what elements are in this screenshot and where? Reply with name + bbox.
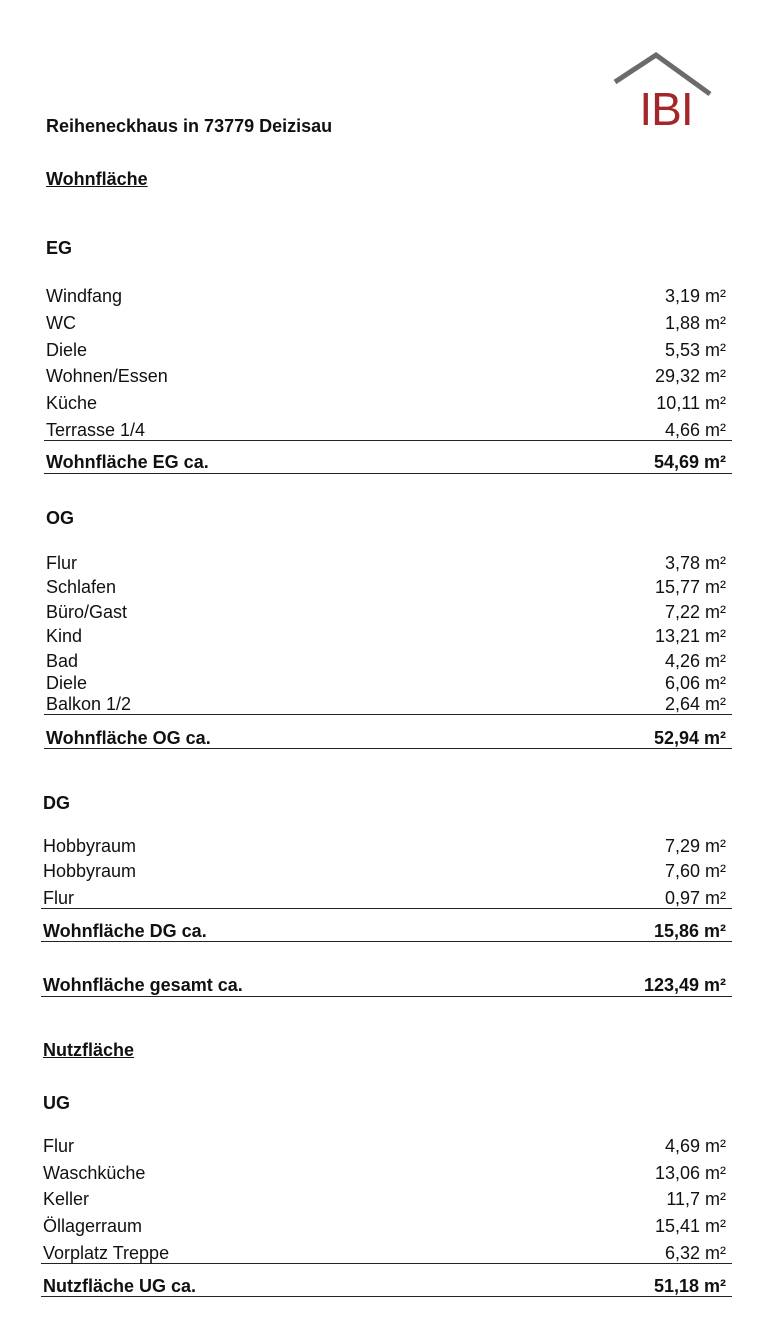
table-row <box>43 1134 726 1158</box>
subtotal-value: 52,94 m² <box>653 728 726 748</box>
floor-label-og: OG <box>46 508 75 528</box>
subtotal-name: Wohnfläche DG ca. <box>43 921 207 941</box>
divider <box>41 1296 732 1297</box>
row-name: Büro/Gast <box>46 602 128 622</box>
row-name: Flur <box>43 888 74 908</box>
row-name: Hobbyraum <box>43 836 137 856</box>
table-row <box>46 692 726 716</box>
divider <box>41 941 732 942</box>
row-value: 13,21 m² <box>654 626 726 646</box>
row-name: Terrasse 1/4 <box>46 420 146 440</box>
divider <box>44 748 732 749</box>
table-row <box>46 364 726 388</box>
row-value: 3,19 m² <box>664 286 726 306</box>
subtotal-row-ug <box>43 1274 726 1298</box>
row-value: 6,06 m² <box>664 673 726 693</box>
table-row <box>43 1241 726 1265</box>
row-name: Waschküche <box>43 1163 146 1183</box>
grand-total-row <box>43 973 726 997</box>
divider <box>44 714 732 715</box>
row-value: 7,60 m² <box>664 861 726 881</box>
table-row <box>43 886 726 910</box>
subtotal-row-dg <box>43 919 726 943</box>
row-value: 15,41 m² <box>654 1216 726 1236</box>
table-row <box>46 624 726 648</box>
wohnflaeche-heading: Wohnfläche <box>46 169 148 189</box>
table-row <box>46 284 726 308</box>
table-row <box>46 338 726 362</box>
divider <box>44 440 732 441</box>
subtotal-row-og <box>46 726 726 750</box>
subtotal-name: Wohnfläche OG ca. <box>46 728 211 748</box>
row-name: Öllagerraum <box>43 1216 143 1236</box>
table-row <box>43 1187 726 1211</box>
logo-text: IBI <box>639 83 693 135</box>
row-name: Keller <box>43 1189 90 1209</box>
subtotal-value: 54,69 m² <box>653 452 726 472</box>
table-row <box>46 391 726 415</box>
row-name: Schlafen <box>46 577 117 597</box>
row-value: 29,32 m² <box>654 366 726 386</box>
row-value: 0,97 m² <box>664 888 726 908</box>
table-row <box>46 418 726 442</box>
floor-label-eg: EG <box>46 238 73 258</box>
row-name: Flur <box>43 1136 74 1156</box>
row-name: Wohnen/Essen <box>46 366 168 386</box>
floor-label-ug: UG <box>43 1093 70 1113</box>
row-name: Kind <box>46 626 83 646</box>
row-value: 5,53 m² <box>664 340 726 360</box>
grand-total-value: 123,49 m² <box>643 975 726 995</box>
subtotal-value: 51,18 m² <box>653 1276 726 1296</box>
row-name: Diele <box>46 673 88 693</box>
subtotal-value: 15,86 m² <box>653 921 726 941</box>
nutzflaeche-heading: Nutzfläche <box>43 1040 135 1060</box>
company-logo <box>612 50 720 140</box>
subtotal-name: Nutzfläche UG ca. <box>43 1276 197 1296</box>
table-row <box>46 649 726 673</box>
row-name: Flur <box>46 553 77 573</box>
row-value: 10,11 m² <box>656 393 726 413</box>
row-name: Küche <box>46 393 98 413</box>
grand-total-name: Wohnfläche gesamt ca. <box>43 975 243 995</box>
table-row <box>46 575 726 599</box>
row-name: WC <box>46 313 76 333</box>
row-value: 2,64 m² <box>664 694 726 714</box>
divider <box>44 473 732 474</box>
row-name: Windfang <box>46 286 123 306</box>
table-row <box>46 551 726 575</box>
row-name: Diele <box>46 340 88 360</box>
row-name: Hobbyraum <box>43 861 137 881</box>
table-row <box>43 859 726 883</box>
row-value: 6,32 m² <box>664 1243 726 1263</box>
row-value: 7,22 m² <box>664 602 726 622</box>
row-value: 4,26 m² <box>664 651 726 671</box>
page-title: Reiheneckhaus in 73779 Deizisau <box>46 116 333 136</box>
table-row <box>43 1214 726 1238</box>
divider <box>41 996 732 997</box>
table-row <box>46 600 726 624</box>
row-value: 3,78 m² <box>664 553 726 573</box>
row-value: 4,66 m² <box>664 420 726 440</box>
row-value: 4,69 m² <box>664 1136 726 1156</box>
row-name: Bad <box>46 651 79 671</box>
row-value: 1,88 m² <box>664 313 726 333</box>
subtotal-name: Wohnfläche EG ca. <box>46 452 209 472</box>
row-name: Vorplatz Treppe <box>43 1243 170 1263</box>
row-value: 11,7 m² <box>666 1189 726 1209</box>
row-name: Balkon 1/2 <box>46 694 132 714</box>
row-value: 15,77 m² <box>654 577 726 597</box>
row-value: 13,06 m² <box>654 1163 726 1183</box>
divider <box>41 908 732 909</box>
table-row <box>43 834 726 858</box>
row-value: 7,29 m² <box>664 836 726 856</box>
table-row <box>46 311 726 335</box>
divider <box>41 1263 732 1264</box>
floor-label-dg: DG <box>43 793 70 813</box>
table-row <box>43 1161 726 1185</box>
subtotal-row-eg <box>46 450 726 474</box>
